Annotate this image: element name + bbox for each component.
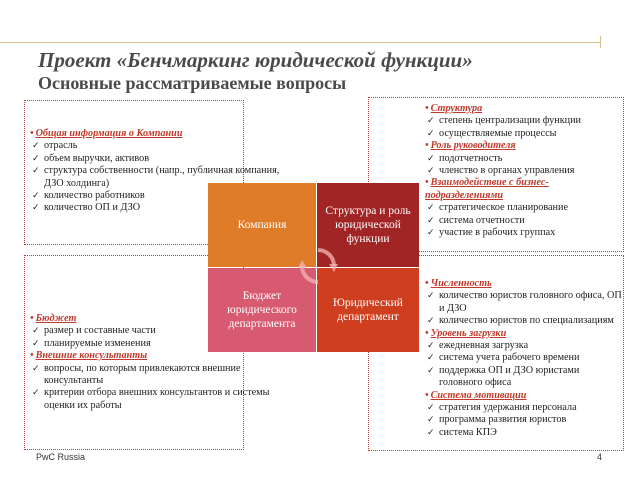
page-number: 4 (597, 452, 603, 462)
group-heading: • Система мотивации (425, 390, 625, 402)
list-item: ✓ стратегия удержания персонала (425, 402, 625, 414)
list-item: ✓ объем выручки, активов (30, 153, 280, 165)
list-item: ✓ система отчетности (425, 215, 625, 227)
list-item: ✓ ежедневная загрузка (425, 340, 625, 352)
list-item: ✓ система учета рабочего времени (425, 352, 625, 364)
list-item: ✓ количество ОП и ДЗО (30, 202, 280, 214)
list-item: ✓ количество юристов головного офиса, ОП и ДЗО (425, 290, 625, 315)
list-legal-dept (425, 278, 625, 439)
list-item: ✓ членство в органах управления (425, 165, 625, 177)
list-item: ✓ программа развития юристов (425, 414, 625, 426)
group-heading: • Роль руководителя (425, 140, 625, 152)
group-heading: • Бюджет (30, 313, 280, 325)
list-item: ✓ поддержка ОП и ДЗО юристами головного офиса (425, 365, 625, 390)
list-item: ✓ система КПЭ (425, 427, 625, 439)
quadrant-legal-dept: Юридический департамент (317, 268, 419, 352)
list-item: ✓ размер и составные части (30, 325, 280, 337)
list-structure (425, 103, 625, 239)
list-item: ✓ вопросы, по которым привлекаются внешние консультанты (30, 363, 280, 388)
list-item: ✓ критерии отбора внешних консультантов и системы оценки их работы (30, 387, 280, 412)
header-rule (0, 42, 600, 43)
list-item: ✓ стратегическое планирование (425, 202, 625, 214)
list-item: ✓ количество работников (30, 190, 280, 202)
list-item: ✓ планируемые изменения (30, 338, 280, 350)
group-heading: • Взаимодействие с бизнес-подразделениями (425, 177, 625, 202)
list-item: ✓ осуществляемые процессы (425, 128, 625, 140)
group-heading: • Численность (425, 278, 625, 290)
list-item: ✓ подотчетность (425, 153, 625, 165)
group-heading: • Общая информация о Компании (30, 128, 280, 140)
footer-brand: PwC Russia (36, 452, 86, 462)
list-item: ✓ степень централизации функции (425, 115, 625, 127)
cycle-arrows-icon (298, 246, 338, 286)
quadrant-structure: Структура и роль юридической функции (317, 183, 419, 267)
quadrant-budget: Бюджет юридического департамента (208, 268, 316, 352)
group-heading: • Структура (425, 103, 625, 115)
group-heading: • Внешние консультанты (30, 350, 280, 362)
list-item: ✓ участие в рабочих группах (425, 227, 625, 239)
slide-subtitle: Основные рассматриваемые вопросы (38, 73, 347, 93)
quadrant-company: Компания (208, 183, 316, 267)
header-rule-tick (600, 36, 601, 48)
list-item: ✓ структура собственности (напр., публичная компания, ДЗО холдинга) (30, 165, 280, 190)
list-item: ✓ отрасль (30, 140, 280, 152)
slide-title: Проект «Бенчмаркинг юридической функции» (38, 48, 473, 72)
group-heading: • Уровень загрузки (425, 328, 625, 340)
list-item: ✓ количество юристов по специализациям (425, 315, 625, 327)
